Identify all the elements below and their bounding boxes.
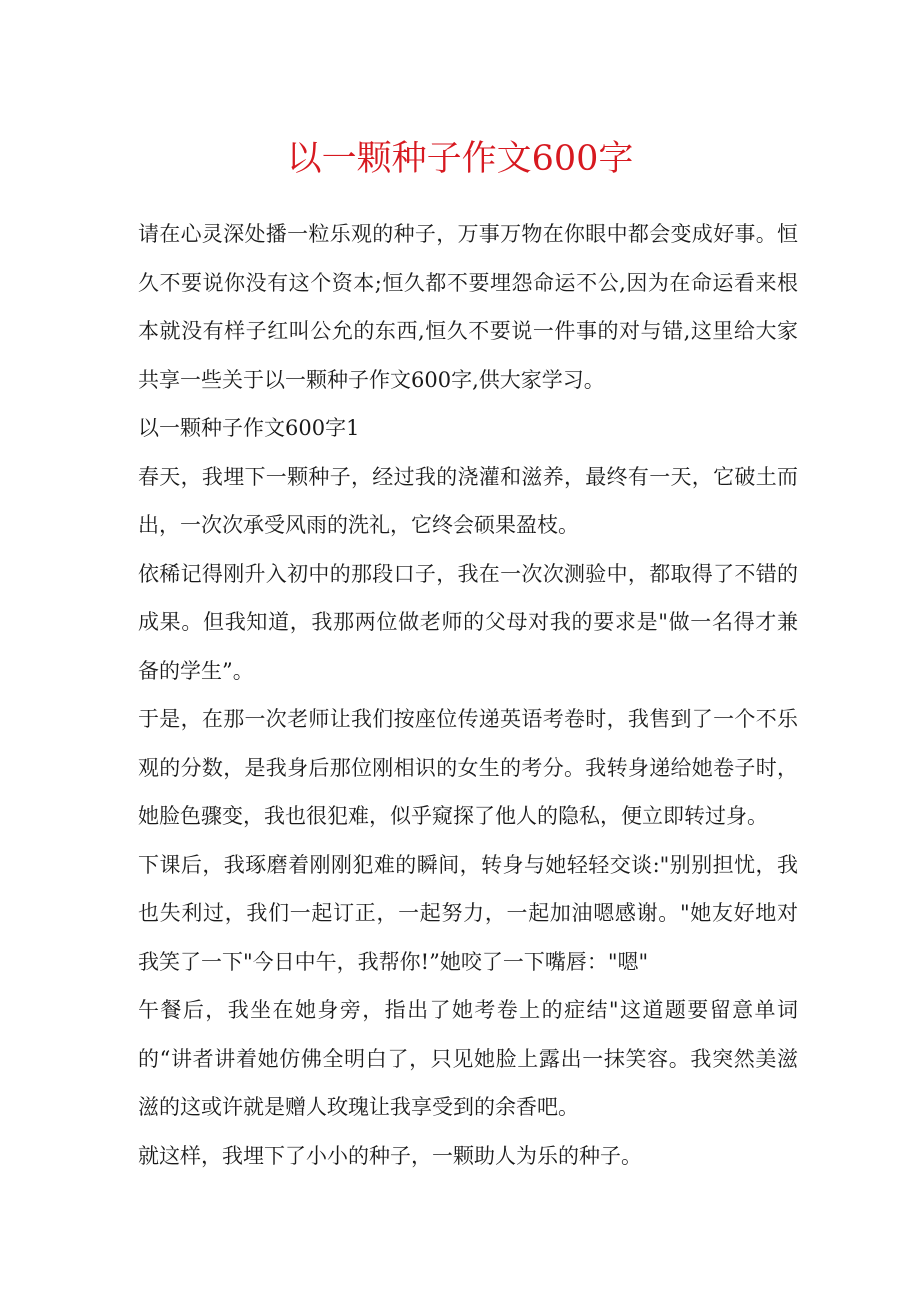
paragraph: 于是，在那一次老师让我们按座位传递英语考卷时，我售到了一个不乐观的分数，是我身后那位刚相识的女生的考分。我转身递给她卷子时，她脸色骤变，我也很犯难，似乎窥探了他人的隐私，便立即转过身。 bbox=[138, 707, 798, 828]
document-title: 以一颗种子作文600字 bbox=[286, 139, 634, 179]
paragraph: 就这样，我埋下了小小的种子，一颗助人为乐的种子。 bbox=[138, 1143, 642, 1168]
paragraph: 春天，我埋下一颗种子，经过我的浇灌和滋养，最终有一天，它破土而出，一次次承受风雨的洗礼，它终会硕果盈枝。 bbox=[138, 464, 798, 537]
paragraph: 下课后，我琢磨着刚刚犯难的瞬间，转身与她轻轻交谈:"别别担忧，我也失利过，我们一起订正，一起努力，一起加油嗯感谢。"她友好地对我笑了一下"今日中午，我帮你!”她咬了一下嘴唇："嗯" bbox=[138, 852, 798, 974]
section-heading: 以一颗种子作文600字1 bbox=[138, 416, 360, 440]
paragraph: 午餐后，我坐在她身旁，指出了她考卷上的症结"这道题要留意单词的“讲者讲着她仿佛全明白了，只见她脸上露出一抹笑容。我突然美滋滋的这或许就是赠人玫瑰让我享受到的余香吧。 bbox=[138, 998, 798, 1119]
paragraph: 依稀记得刚升入初中的那段口子，我在一次次测验中，都取得了不错的成果。但我知道，我那两位做老师的父母对我的要求是"做一名得才兼备的学生”。 bbox=[138, 561, 798, 683]
document-body bbox=[138, 210, 798, 1180]
paragraph-intro: 请在心灵深处播一粒乐观的种子，万事万物在你眼中都会变成好事。恒久不要说你没有这个资本;恒久都不要埋怨命运不公,因为在命运看来根本就没有样子红叫公允的东西,恒久不要说一件事的对与错,这里给大家共享一些关于以一颗种子作文600字,供大家学习。 bbox=[138, 222, 798, 392]
